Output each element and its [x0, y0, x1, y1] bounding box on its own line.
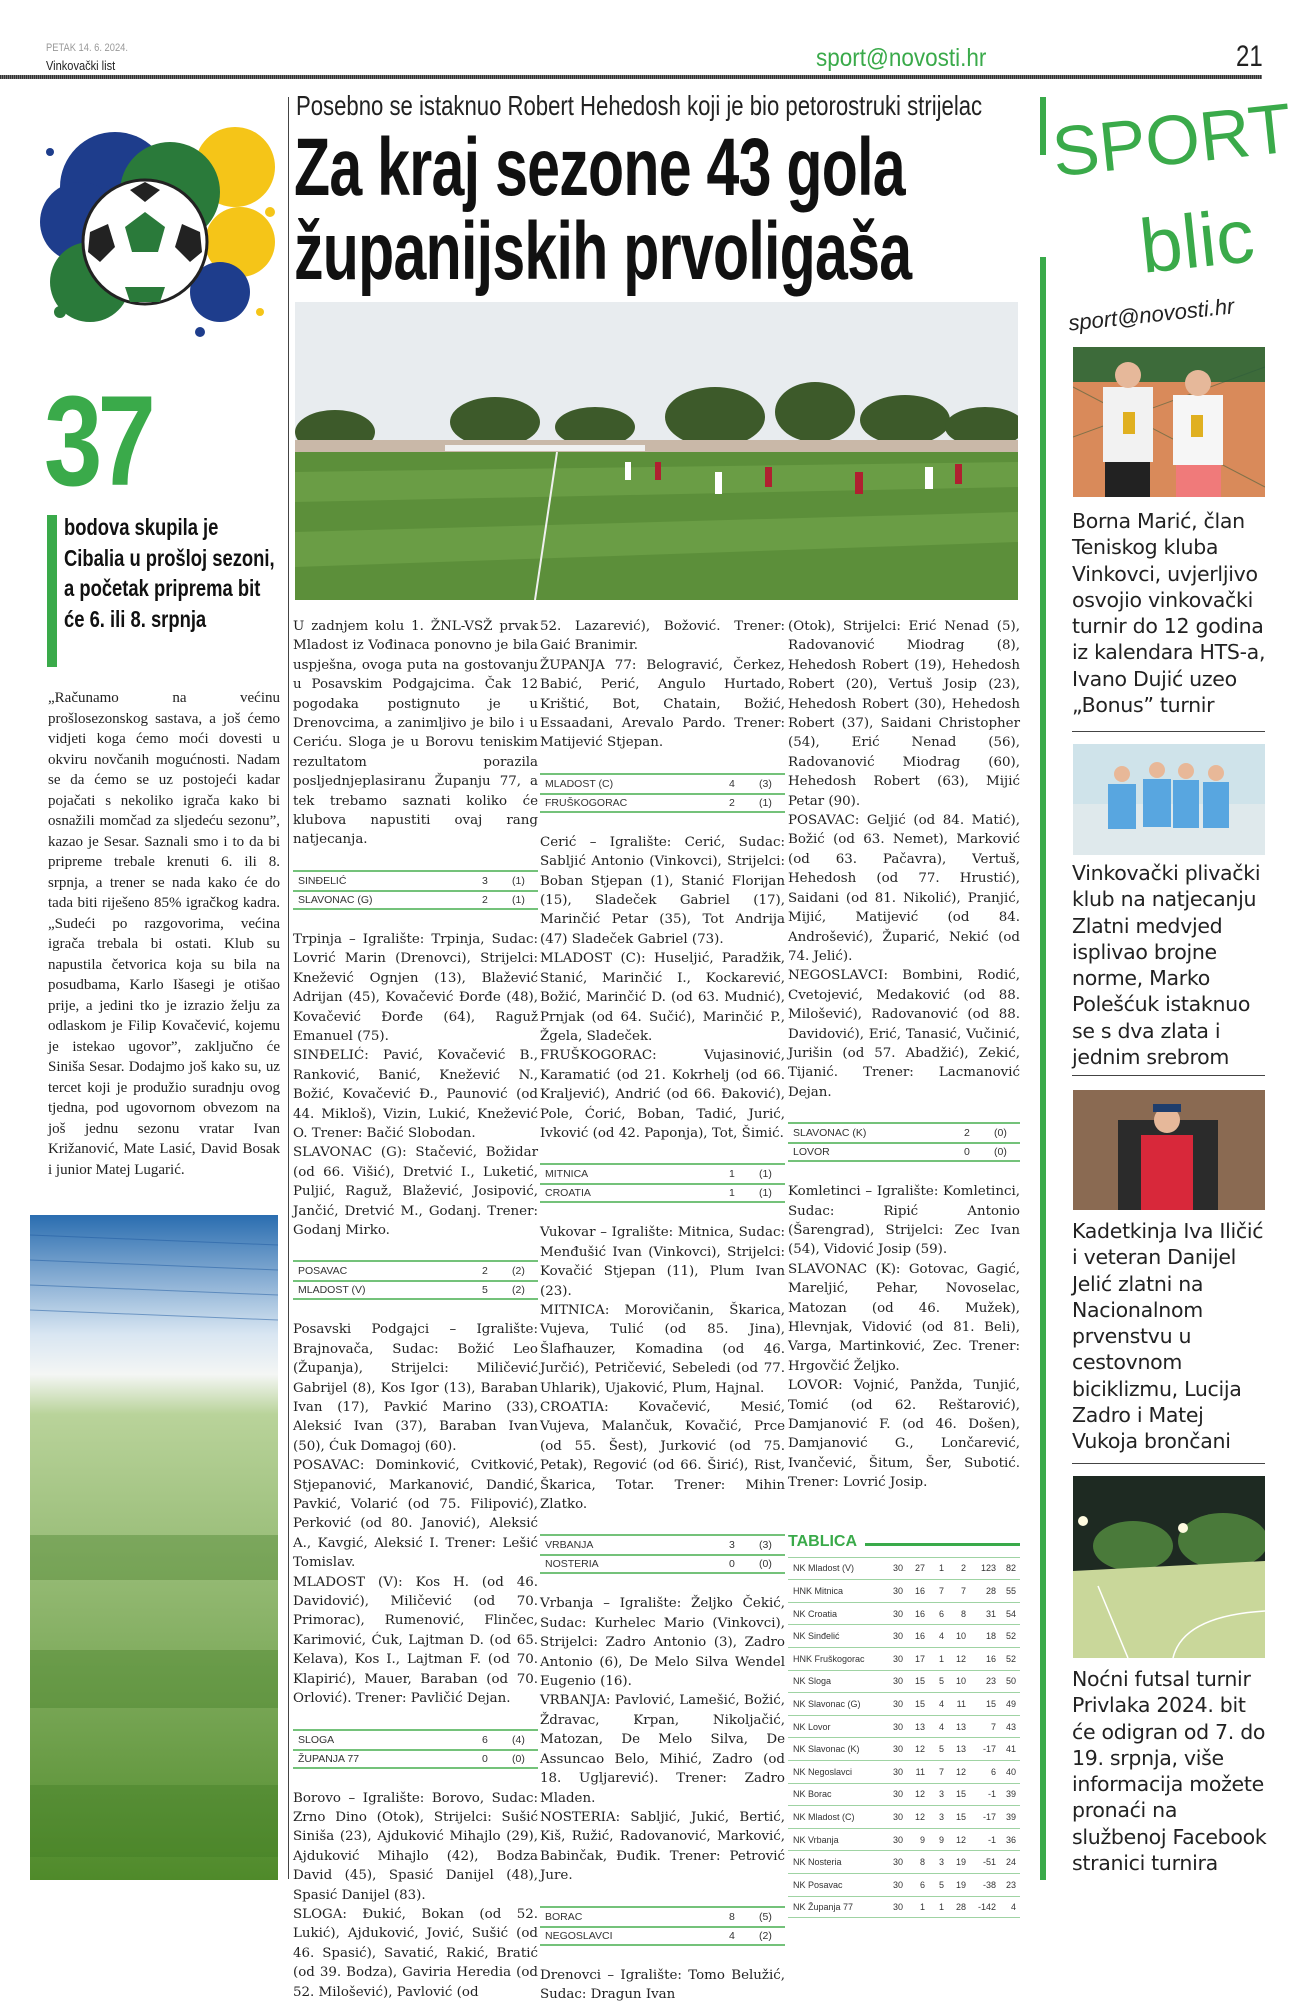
wins: 12: [914, 1789, 925, 1800]
match-report-paragraph: (Otok), Strijelci: Erić Nenad (5), Radovanović Miodrag (8), Hehedosh Robert (19), Hehedosh Robert (20), Vertuš Josip (23), Hehedosh Robert (30), Hehedosh Robert (37), Saidani Christopher (54), Erić Nenad (56), Radovanović Miodrag (60), Hehedosh Robert (63), Mijić Petar (90).: [788, 619, 1020, 809]
halftime-goals: (2): [512, 1284, 525, 1297]
club-name: NK Sinđelić: [793, 1631, 840, 1642]
halftime-goals: (3): [759, 777, 772, 790]
draws: 3: [938, 1857, 944, 1868]
draws: 5: [938, 1744, 944, 1755]
goal-difference: -17: [982, 1811, 996, 1822]
halftime-goals: (0): [994, 1127, 1007, 1140]
score-row: [293, 1280, 538, 1298]
points: 50: [1005, 1676, 1016, 1687]
cibalia-article-text: [48, 688, 280, 1180]
draws: 3: [938, 1811, 944, 1822]
team-name: NEGOSLAVCI: [545, 1929, 613, 1942]
sidebar-accent-bar: [1040, 97, 1046, 155]
team-name: SINĐELIĆ: [298, 874, 347, 887]
match-score-box: [540, 1163, 785, 1203]
losses: 19: [955, 1857, 966, 1868]
wins: 12: [914, 1811, 925, 1822]
table-row: [788, 1579, 1020, 1602]
table-row: [788, 1873, 1020, 1896]
score-row: [540, 793, 785, 811]
losses: 12: [955, 1834, 966, 1845]
draws: 9: [938, 1834, 944, 1845]
halftime-goals: (4): [512, 1733, 525, 1746]
goal-difference: -51: [982, 1857, 996, 1868]
table-row: [788, 1624, 1020, 1647]
points: 41: [1005, 1744, 1016, 1755]
played: 30: [892, 1653, 903, 1664]
match-report-paragraph: NEGOSLAVCI: Bombini, Rodić, Cvetojević, Medaković (od 88. Milošević), Radovanović (od 88. Davidović), Erić, Tanasić, Vučinić, Jurišin (od 57. Abadžić), Zekić, Tijanić. Trener: Lacmanović Dejan.: [788, 968, 1020, 1100]
draws: 4: [938, 1699, 944, 1710]
score-row: [293, 872, 538, 890]
results-column-3: [788, 617, 1020, 1918]
match-report-paragraph: SLAVONAC (G): Stačević, Božidar (od 66. Višić), Dretvić I., Luketić, Puljić, Raguž, Blažević, Josipović, Jančić, Dretvić M., Godanj. Trener: Godanj Mirko.: [293, 1145, 538, 1238]
played: 30: [892, 1563, 903, 1574]
goals: 8: [729, 1910, 735, 1923]
score-row: [540, 775, 785, 793]
match-score-box: [293, 870, 538, 910]
club-name: NK Slavonac (G): [793, 1699, 861, 1710]
cyclist-photo: [1073, 1090, 1265, 1210]
futsal-night-photo: [1073, 1476, 1265, 1658]
sidebar-accent-bar: [1040, 257, 1046, 1880]
points: 36: [1005, 1834, 1016, 1845]
draws: 1: [938, 1901, 944, 1912]
score-row: [293, 890, 538, 908]
goals: 0: [964, 1146, 970, 1159]
score-row: [293, 1731, 538, 1749]
goal-difference: -142: [977, 1901, 996, 1912]
team-name: BORAC: [545, 1910, 583, 1923]
draws: 6: [938, 1608, 944, 1619]
score-row: [540, 1536, 785, 1554]
match-report-paragraph: U zadnjem kolu 1. ŽNL-VSŽ prvak Mladost iz Vođinaca ponovno je bila uspješna, ovoga puta na gostovanju u Posavskim Podgajcima. Čak 12 pogodaka postignuto je u Drenovcima, a zanimljivo je bilo i u Ceriću. Sloga je u Borovu teniskim rezultatom porazila posljednjeplasiranu Županju 77, a tek trebamo saznati koliko će klubova napustiti ovaj rang natjecanja.: [293, 619, 538, 848]
losses: 10: [955, 1631, 966, 1642]
match-report-paragraph: Cerić – Igralište: Cerić, Sudac: Sabljić Antonio (Vinkovci), Strijelci: Boban Stjepan (1), Stanić Florijan (15), Sladeček Gabriel (17), Marinčić Petar (35), Tot Andrija (47) Sladeček Gabriel (73).: [540, 834, 785, 947]
wins: 8: [919, 1857, 925, 1868]
header-rule: [0, 75, 1262, 79]
goal-difference: 31: [985, 1608, 996, 1619]
played: 30: [892, 1766, 903, 1777]
points: 54: [1005, 1608, 1016, 1619]
section-email: sport@novosti.hr: [816, 44, 987, 72]
halftime-goals: (2): [759, 1929, 772, 1942]
article-headline: [294, 122, 912, 297]
played: 30: [892, 1811, 903, 1822]
played: 30: [892, 1699, 903, 1710]
points: 52: [1005, 1631, 1016, 1642]
match-report-paragraph: NOSTERIA: Sabljić, Jukić, Bertić, Kiš, Ružić, Radovanović, Marković, Babinčak, Đuđik. Trener: Petrović Jure.: [540, 1809, 785, 1884]
losses: 12: [955, 1766, 966, 1777]
goal-difference: 6: [990, 1766, 996, 1777]
score-row: [788, 1124, 1020, 1142]
team-name: POSAVAC: [298, 1265, 348, 1278]
score-row: [540, 1926, 785, 1944]
score-row: [540, 1183, 785, 1201]
losses: 7: [960, 1586, 966, 1597]
goals: 1: [729, 1187, 735, 1200]
losses: 8: [960, 1608, 966, 1619]
losses: 28: [955, 1901, 966, 1912]
club-name: NK Mladost (C): [793, 1811, 855, 1822]
league-table-title: TABLICA: [788, 1532, 858, 1550]
points: 39: [1005, 1811, 1016, 1822]
goals: 2: [729, 796, 735, 809]
club-name: NK Slavonac (K): [793, 1744, 860, 1755]
wins: 11: [915, 1766, 925, 1777]
points: 40: [1005, 1766, 1016, 1777]
wins: 27: [914, 1563, 925, 1574]
draws: 5: [938, 1676, 944, 1687]
wins: 17: [914, 1653, 925, 1664]
title-rule: [865, 1543, 1020, 1546]
losses: 11: [956, 1699, 966, 1710]
sidebar-caption: Kadetkinja Iva Iličić i veteran Danijel Jelić zlatni na Nacionalnom prvenstvu u cestovnom biciklizmu, Lucija Zadro i Matej Vukoja brončani: [1072, 1219, 1264, 1454]
halftime-goals: (2): [512, 1265, 525, 1278]
team-name: VRBANJA: [545, 1539, 594, 1552]
sidebar-divider: [1072, 1463, 1265, 1464]
wins: 9: [919, 1834, 925, 1845]
score-row: [788, 1142, 1020, 1160]
sidebar-caption: Noćni futsal turnir Privlaka 2024. bit će odigran od 7. do 19. srpnja, više informacija možete pronaći na službenoj Facebook stranici turnira: [1072, 1667, 1267, 1876]
team-name: SLOGA: [298, 1733, 335, 1746]
club-name: HNK Fruškogorac: [793, 1653, 865, 1664]
match-report-paragraph: POSAVAC: Geljić (od 84. Matić), Božić (od 63. Nemet), Marković (od 63. Pačavra), Vertuš, Hehedosh (od 77. Hrustić), Saidani (od 81. Nikolić), Pranjić, Mijić, Matijević (od 84. Androšević), Župarić, Nekić (od 74. Jelić).: [788, 813, 1020, 964]
sidebar-caption: Borna Marić, član Teniskog kluba Vinkovci, uvjerljivo osvojio vinkovački turnir do 12 godina iz kalendara HTS-a, Ivano Dujić uzeo „Bonus” turnir: [1072, 509, 1266, 718]
match-report-paragraph: Komletinci – Igralište: Komletinci, Sudac: Ripić Antonio (Šarengrad), Strijelci: Zec Ivan (54), Vidović Josip (59).: [788, 1184, 1020, 1258]
sidebar-title-blic: blic: [1135, 193, 1259, 290]
points: 39: [1005, 1789, 1016, 1800]
points: 52: [1005, 1653, 1016, 1664]
score-row: [293, 1749, 538, 1767]
table-row: [788, 1670, 1020, 1693]
played: 30: [892, 1834, 903, 1845]
points: 24: [1005, 1857, 1016, 1868]
football-splash-illustration: [20, 112, 285, 347]
goals: 4: [729, 777, 735, 790]
played: 30: [892, 1857, 903, 1868]
match-score-box: [540, 773, 785, 813]
results-column-1: [293, 617, 538, 2002]
wins: 15: [914, 1699, 925, 1710]
match-report-paragraph: SLOGA: Đukić, Bokan (od 52. Lukić), Ajduković, Jović, Sušić (od 46. Spasić), Savatić, Rakić, Bratić (od 39. Bodza), Gaviria Heredia (od 52. Milošević), Pavlović (od: [293, 1906, 538, 2000]
wins: 13: [914, 1721, 925, 1732]
stadium-photo: [30, 1215, 278, 1880]
wins: 16: [914, 1586, 925, 1597]
table-row: [788, 1850, 1020, 1873]
losses: 13: [955, 1721, 966, 1732]
sidebar-divider: [1072, 731, 1265, 732]
match-report-paragraph: Vrbanja – Igralište: Željko Čekić, Sudac: Kurhelec Mario (Vinkovci), Strijelci: Zadro Antonio (3), Zadro Antonio (6), De Melo Silva Wendel Eugenio (16).: [540, 1596, 785, 1690]
goals: 5: [482, 1284, 488, 1297]
fact-text: bodova skupila je Cibalia u prošloj sezoni, a početak priprema bit će 6. ili 8. srpnja: [64, 514, 275, 632]
losses: 2: [960, 1563, 966, 1574]
fact-accent-bar: [47, 515, 57, 667]
played: 30: [892, 1721, 903, 1732]
score-row: [540, 1554, 785, 1572]
team-name: SLAVONAC (K): [793, 1127, 867, 1140]
match-score-box: [540, 1906, 785, 1946]
draws: 4: [938, 1721, 944, 1732]
fact-number: 37: [44, 370, 151, 513]
team-name: FRUŠKOGORAC: [545, 796, 628, 809]
match-report-paragraph: VRBANJA: Pavlović, Lamešić, Božić, Ždravac, Krpan, Nikoljačić, Matozan, De Melo Silva, De Assuncao Belo, Mihić, Zadro (od 18. Ugljarević). Trener: Zadro Mladen.: [540, 1693, 785, 1806]
team-name: MLADOST (V): [298, 1284, 366, 1297]
club-name: NK Croatia: [793, 1608, 838, 1619]
match-report-paragraph: FRUŠKOGORAC: Vujasinović, Karamatić (od 21. Kokrhelj (od 66. Kraljević), Andrić (od 66. Đaković), Pole, Ćorić, Boban, Tadić, Jurić, Ivković (od 42. Paponja), Tot, Šimić.: [540, 1048, 785, 1141]
match-score-box: [788, 1122, 1020, 1162]
match-report-paragraph: MLADOST (V): Kos H. (od 46. Davidović), Miličević (od 70. Primorac), Rumenović, Flinčec, Karimović, Ćuk, Lajtman D. (od 65. Kelava), Kos I., Lajtman F. (od 70. Klapirić), Mauer, Baraban (od 70. Orlović). Trener: Pavličić Dejan.: [293, 1574, 538, 1707]
goal-difference: 15: [985, 1699, 996, 1710]
goals: 0: [729, 1558, 735, 1571]
goals: 3: [729, 1539, 735, 1552]
halftime-goals: (1): [759, 796, 772, 809]
table-row: [788, 1828, 1020, 1851]
table-row: [788, 1783, 1020, 1806]
match-report-paragraph: Posavski Podgajci – Igralište: Brajnovača, Sudac: Božić Leo (Županja), Strijelci: Miličević Gabrijel (8), Kos Igor (13), Baraban Ivan (17), Pavkić Marino (33), Aleksić Ivan (37), Baraban Ivan (50), Ćuk Domagoj (60).: [293, 1322, 538, 1454]
sidebar-divider: [1072, 1075, 1265, 1076]
match-report-paragraph: SLAVONAC (K): Gotovac, Gagić, Mareljić, Pehar, Novoselac, Matozan (od 46. Mužek), Hlevnjak, Vidović (od 81. Beli), Varga, Martinković, Zec. Trener: Hrgovčić Željko.: [788, 1261, 1020, 1374]
club-name: HNK Mitnica: [793, 1586, 844, 1597]
club-name: NK Lovor: [793, 1721, 831, 1732]
draws: 1: [938, 1653, 944, 1664]
page-number: 21: [1236, 40, 1263, 73]
wins: 6: [919, 1879, 925, 1890]
sidebar-caption: Vinkovački plivački klub na natjecanju Zlatni medvjed isplivao brojne norme, Marko Polešćuk istaknuo se s dva zlata i jednim srebrom: [1072, 861, 1261, 1070]
halftime-goals: (0): [512, 1752, 525, 1765]
goal-difference: 18: [985, 1631, 996, 1642]
club-name: NK Borac: [793, 1789, 832, 1800]
draws: 5: [938, 1879, 944, 1890]
sidebar-title-sport: SPORT: [1048, 88, 1296, 192]
headline-line-1: Za kraj sezone 43 gola: [294, 122, 905, 213]
wins: 16: [914, 1608, 925, 1619]
goal-difference: 7: [990, 1721, 996, 1732]
league-table: [788, 1533, 1020, 1919]
match-report-paragraph: POSAVAC: Dominković, Cvitković, Stjepanović, Markanović, Dandić, Pavkić, Volarić (od 75. Filipović), Perković (od 80. Janović), Aleksić A., Kavgić, Aleksić I. Trener: Lešić Tomislav.: [293, 1458, 538, 1571]
score-row: [293, 1262, 538, 1280]
table-row: [788, 1557, 1020, 1580]
match-report-paragraph: 52. Lazarević), Božović. Trener: Gaić Branimir.: [540, 619, 785, 654]
club-name: NK Sloga: [793, 1676, 832, 1687]
football-match-photo: [295, 302, 1018, 600]
swimmers-photo: [1073, 744, 1265, 855]
goal-difference: -1: [987, 1834, 996, 1845]
points: 55: [1005, 1586, 1016, 1597]
newspaper-name: Vinkovački list: [46, 58, 116, 73]
goal-difference: 16: [985, 1653, 996, 1664]
team-name: LOVOR: [793, 1146, 830, 1159]
score-row: [540, 1908, 785, 1926]
match-report-paragraph: Vukovar – Igralište: Mitnica, Sudac: Menđušić Ivan (Vinkovci), Strijelci: Kovačić Stjepan (11), Plum Ivan (23).: [540, 1225, 785, 1299]
match-report-paragraph: ŽUPANJA 77: Belogravić, Čerkez, Babić, Perić, Angulo Hurtado, Krištić, Bot, Chatain, Božić, Essaadani, Arevalo Pardo. Trener: Matijević Stjepan.: [540, 657, 785, 751]
played: 30: [892, 1676, 903, 1687]
losses: 15: [955, 1789, 966, 1800]
points: 49: [1005, 1699, 1016, 1710]
column-divider: [288, 97, 289, 1879]
goal-difference: -38: [982, 1879, 996, 1890]
match-score-box: [293, 1729, 538, 1769]
match-report-paragraph: Drenovci – Igralište: Tomo Belužić, Sudac: Dragun Ivan: [540, 1967, 785, 2002]
team-name: MLADOST (C): [545, 777, 614, 790]
losses: 10: [955, 1676, 966, 1687]
played: 30: [892, 1608, 903, 1619]
goals: 2: [482, 1265, 488, 1278]
losses: 13: [955, 1744, 966, 1755]
played: 30: [892, 1631, 903, 1642]
played: 30: [892, 1879, 903, 1890]
halftime-goals: (0): [759, 1558, 772, 1571]
halftime-goals: (5): [759, 1910, 772, 1923]
halftime-goals: (1): [759, 1168, 772, 1181]
draws: 4: [938, 1631, 944, 1642]
halftime-goals: (1): [512, 893, 525, 906]
match-report-paragraph: MLADOST (C): Huseljić, Paradžik, Stanić, Marinčić I., Kockarević, Božić, Marinčić D. (od 63. Mudnić), Prnjak (od 64. Sučić), Marinčić P., Žgela, Sladeček.: [540, 951, 785, 1044]
goal-difference: 123: [980, 1563, 996, 1574]
match-report-paragraph: CROATIA: Kovačević, Mesić, Vujeva, Malančuk, Kovačić, Prce (od 55. Šest), Jurković (od 75. Petak), Regović (od 66. Širić), Rist, Škarica, Totar. Trener: Mihin Zlatko.: [540, 1400, 785, 1513]
table-row: [788, 1692, 1020, 1715]
wins: 16: [914, 1631, 925, 1642]
team-name: NOSTERIA: [545, 1558, 599, 1571]
table-row: [788, 1715, 1020, 1738]
match-score-box: [540, 1534, 785, 1574]
halftime-goals: (1): [759, 1187, 772, 1200]
draws: 7: [938, 1766, 944, 1777]
match-report-paragraph: MITNICA: Morovičanin, Škarica, Vujeva, Tulić (od 85. Jina), Šlafhauzer, Komadina (od 46. Jurčić), Petričević, Sebeledi (od 77. Uhlarik), Ujaković, Plum, Hajnal.: [540, 1302, 785, 1396]
goals: 2: [964, 1127, 970, 1140]
halftime-goals: (0): [994, 1146, 1007, 1159]
played: 30: [892, 1901, 903, 1912]
match-score-box: [293, 1260, 538, 1300]
table-row: [788, 1647, 1020, 1670]
draws: 1: [938, 1563, 944, 1574]
halftime-goals: (3): [759, 1539, 772, 1552]
tennis-players-photo: [1073, 347, 1265, 497]
article-kicker: Posebno se istaknuo Robert Hehedosh koji je bio petorostruki strijelac: [296, 90, 983, 121]
club-name: NK Negoslavci: [793, 1766, 853, 1777]
goal-difference: 23: [985, 1676, 996, 1687]
table-row: [788, 1737, 1020, 1760]
club-name: NK Nosteria: [793, 1857, 842, 1868]
table-row: [788, 1805, 1020, 1828]
sidebar-email: sport@novosti.hr: [1067, 293, 1236, 336]
match-report-paragraph: LOVOR: Vojnić, Panžda, Tunjić, Tomić (od 62. Reštarović), Damjanović F. (od 46. Došen), Damjanović G., Lončarević, Ivančević, Šitum, Šer, Subotić. Trener: Lovrić Josip.: [788, 1378, 1020, 1491]
issue-date: PETAK 14. 6. 2024.: [46, 42, 128, 54]
table-row: [788, 1760, 1020, 1783]
goal-difference: 28: [985, 1586, 996, 1597]
points: 82: [1005, 1563, 1016, 1574]
goal-difference: -17: [982, 1744, 996, 1755]
draws: 3: [938, 1789, 944, 1800]
match-report-paragraph: SINĐELIĆ: Pavić, Kovačević B., Ranković, Banić, Knežević N., Božić, Kovačević Đ., Paunović (od 44. Mikloš), Vizin, Lukić, Knežević O. Trener: Bačić Slobodan.: [293, 1048, 538, 1141]
wins: 1: [919, 1901, 925, 1912]
losses: 19: [955, 1879, 966, 1890]
points: 23: [1005, 1879, 1016, 1890]
played: 30: [892, 1586, 903, 1597]
wins: 15: [914, 1676, 925, 1687]
goal-difference: -1: [987, 1789, 996, 1800]
goals: 1: [729, 1168, 735, 1181]
goals: 2: [482, 893, 488, 906]
league-table-header: [788, 1533, 1020, 1551]
team-name: SLAVONAC (G): [298, 893, 373, 906]
played: 30: [892, 1744, 903, 1755]
played: 30: [892, 1789, 903, 1800]
results-column-2: [540, 617, 785, 2004]
halftime-goals: (1): [512, 874, 525, 887]
losses: 12: [955, 1653, 966, 1664]
match-report-paragraph: Borovo – Igralište: Borovo, Sudac: Zrno Dino (Otok), Strijelci: Sušić Siniša (23), Ajduković Mihajlo (29), Ajduković Mihajlo (42), Bodza David (45), Spasić Danijel (48), Spasić Danijel (83).: [293, 1790, 538, 1903]
paragraph: „Računamo na većinu prošlosezonskog sastava, a još ćemo vidjeti koga ćemo moći dovesti u okviru novčanih mogućnosti. Nadam se da ćemo se uz postojeći kadar pojačati s nekoliko igrača kako bi osnažili momčad za sljedeću sezonu”, kazao je Sesar. Saznali smo i to da bi pripreme trebale krenuti 6. ili 8. srpnja, a trener se nada kako će do tada biti riješeno 85% igračkog kadra. „Sudeći po razgovorima, većina igrača trebala bi ostati. Klub su napustila četvorica koja su bila na posudbama, Karlo Išasegi je otišao prije, a jedini tko je izrazio želju za odlaskom je Filip Kovačević, kojemu je istekao ugovor”, zaključno će Siniša Sesar. Dodajmo još kako su, uz tercet koji je produžio suradnju ovog tjedna, pod ugovornom obvezom na još jednu sezonu vratar Ivan Križanović, Mate Lasić, David Bosak i junior Matej Lugarić.: [48, 690, 280, 1178]
table-row: [788, 1602, 1020, 1625]
goals: 6: [482, 1733, 488, 1746]
club-name: NK Vrbanja: [793, 1834, 839, 1845]
team-name: ŽUPANJA 77: [298, 1752, 360, 1765]
club-name: NK Posavac: [793, 1879, 843, 1890]
draws: 7: [938, 1586, 944, 1597]
team-name: MITNICA: [545, 1168, 589, 1181]
team-name: CROATIA: [545, 1187, 591, 1200]
goals: 0: [482, 1752, 488, 1765]
headline-line-2: županijskih prvoligaša: [294, 206, 912, 297]
match-report-paragraph: Trpinja – Igralište: Trpinja, Sudac: Lovrić Marin (Drenovci), Strijelci: Knežević Ognjen (13), Blažević Adrijan (45), Kovačević Đorđe (48), Kovačević Đorđe (64), Raguž Emanuel (75).: [293, 931, 538, 1044]
goals: 4: [729, 1929, 735, 1942]
table-row: [788, 1896, 1020, 1919]
score-row: [540, 1165, 785, 1183]
losses: 15: [955, 1811, 966, 1822]
club-name: NK Mladost (V): [793, 1563, 855, 1574]
points: 43: [1005, 1721, 1016, 1732]
wins: 12: [914, 1744, 925, 1755]
points: 4: [1010, 1901, 1016, 1912]
goals: 3: [482, 874, 488, 887]
club-name: NK Županja 77: [793, 1901, 854, 1912]
